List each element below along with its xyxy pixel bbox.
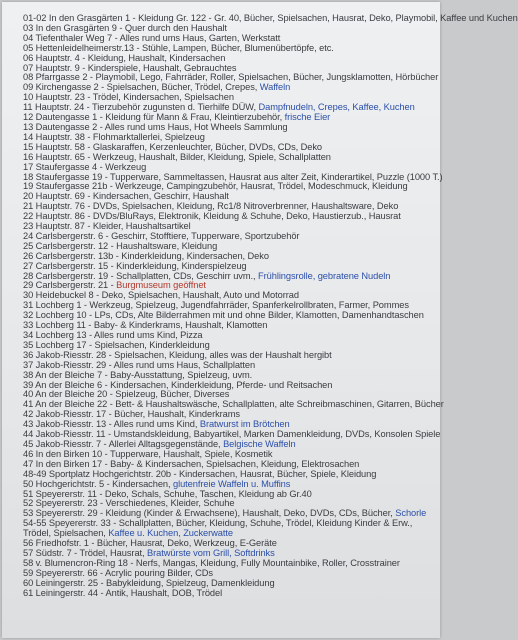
stand-entry-text: 53 Speyererstr. 29 - Kleidung (Kinder & Erwachsene), Haushalt, Deko, DVDs, CDs, Bücher, (23, 508, 396, 519)
stand-entry-text: 12 Dautengasse 1 - Kleidung für Mann & Frau, Kleintierzubehör, (23, 112, 285, 123)
stand-entry-text: 60 Leiningerstr. 25 - Babykleidung, Spielzeug, Damenkleidung (23, 577, 275, 588)
stand-entry-text: 07 Hauptstr. 9 - Kinderspiele, Haushalt, Gebrauchtes (23, 62, 237, 73)
stand-entry-text: 44 Jakob-Riesstr. 11 - Umstandskleidung, Babyartikel, Marken Damenkleidung, DVDs, Konsolen Spiele (23, 429, 441, 440)
stand-entry-text: 29 Carlsbergerstr. 21 - (23, 280, 117, 291)
stand-entry-text: 57 Südstr. 7 - Trödel, Hausrat, (23, 547, 148, 558)
flea-market-stand-list (23, 13, 518, 598)
stand-entry-text: 27 Carlsbergerstr. 15 - Kinderkleidung, Kinderspielzeug (23, 260, 247, 271)
stand-entry (23, 589, 437, 599)
stand-entry-highlight: Frühlingsrolle, gebratene Nudeln (258, 270, 391, 281)
stand-entry-text: 39 An der Bleiche 6 - Kindersachen, Kinderkleidung, Pferde- und Reitsachen (23, 379, 333, 390)
stand-entry-highlight: Schorle (395, 508, 427, 519)
stand-entry-highlight: frische Eier (284, 112, 331, 123)
stand-entry-text: 43 Jakob-Riesstr. 13 - Alles rund ums Kind, (23, 419, 200, 430)
stand-entry-text: 16 Hauptstr. 65 - Werkzeug, Haushalt, Bilder, Kleidung, Spiele, Schallplatten (23, 151, 331, 162)
stand-entry-text: 31 Lochberg 1 - Werkzeug, Spielzeug, Jugendfahrräder, Spanferkelrollbraten, Farmer, Pommes (23, 300, 409, 311)
stand-entry-text: 61 Leiningerstr. 44 - Antik, Haushalt, DOB, Trödel (23, 587, 223, 598)
stand-entry-text: 58 v. Blumencron-Ring 18 - Nerfs, Mangas, Kleidung, Fully Mountainbike, Roller, Crosstrainer (23, 557, 400, 568)
stand-entry-highlight: glutenfreie Waffeln u. Muffins (173, 478, 291, 489)
stand-entry-text: 01-02 In den Grasgärten 1 - Kleidung Gr. 122 - Gr. 40, Bücher, Spielsachen, Hausrat, Deko, Playmobil, Kaffee und Kuchen (23, 13, 518, 23)
stand-entry-highlight: Burgmuseum geöffnet (116, 280, 206, 291)
stand-entry-text: 52 Speyererstr. 23 - Verschiedenes, Kleider, Schuhe (23, 498, 235, 509)
stand-entry-text: 59 Speyererstr. 66 - Acrylic pouring Bilder, CDs (23, 567, 213, 578)
stand-entry-text: 20 Hauptstr. 69 - Kindersachen, Geschirr, Haushalt (23, 191, 229, 202)
stand-entry-highlight: Bratwurst im Brötchen (199, 419, 290, 430)
stand-entry-text: 36 Jakob-Riesstr. 28 - Spielsachen, Kleidung, alles was der Haushalt hergibt (23, 349, 332, 360)
stand-entry-text: 04 Tiefenthaler Weg 7 - Alles rund ums Haus, Garten, Werkstatt (23, 32, 281, 43)
stand-entry-text: 11 Hauptstr. 24 - Tierzubehör zugunsten d. Tierhilfe DÜW, (23, 102, 259, 113)
stand-entry-text: 54-55 Speyererstr. 33 - Schallplatten, Bücher, Kleidung, Schuhe, Trödel, Kleidung Kinder & Erw., Trödel, Spielsachen, (23, 518, 413, 539)
stand-entry-text: 30 Heidebuckel 8 - Deko, Spielsachen, Haushalt, Auto und Motorrad (23, 290, 299, 301)
stand-entry-text: 38 An der Bleiche 7 - Baby-Ausstattung, Spielzeug, uvm. (23, 369, 253, 380)
stand-entry-text: 42 Jakob-Riesstr. 17 - Bücher, Haushalt, Kinderkrams (23, 409, 241, 420)
stand-entry-text: 56 Friedhofstr. 1 - Bücher, Hausrat, Deko, Werkzeug, E-Geräte (23, 538, 277, 549)
stand-entry (23, 519, 437, 539)
stand-entry-text: 22 Hauptstr. 86 - DVDs/BluRays, Elektronik, Kleidung & Schuhe, Deko, Haustierzub., Hausrat (23, 211, 401, 222)
stand-entry-text: 24 Carlsbergerstr. 6 - Geschirr, Stofftiere, Tupperware, Sportzubehör (23, 230, 300, 241)
stand-entry-text: 08 Pfarrgasse 2 - Playmobil, Lego, Fahrräder, Roller, Spielsachen, Bücher, Jungsklamotten, Hörbücher (23, 72, 439, 83)
stand-entry-text: 17 Staufergasse 4 - Werkzeug (23, 161, 147, 172)
stand-entry-text: 05 Hettenleidelheimerstr.13 - Stühle, Lampen, Bücher, Blumenübertöpfe, etc. (23, 42, 334, 53)
flyer-sheet (2, 2, 518, 638)
stand-entry-text: 33 Lochberg 11 - Baby- & Kinderkrams, Haushalt, Klamotten (23, 320, 268, 331)
stand-entry-text: 51 Speyererstr. 11 - Deko, Schals, Schuhe, Taschen, Kleidung ab Gr.40 (23, 488, 312, 499)
stand-entry-text: 13 Dautengasse 2 - Alles rund ums Haus, Hot Wheels Sammlung (23, 121, 288, 132)
stand-entry-text: 25 Carlsbergerstr. 12 - Haushaltsware, Kleidung (23, 240, 218, 251)
stand-entry-text: 03 In den Grasgärten 9 - Quer durch den Haushalt (23, 22, 227, 33)
stand-entry-text: 50 Hochgerichtstr. 5 - Kindersachen, (23, 478, 174, 489)
stand-entry-highlight: Belgische Waffeln (223, 438, 296, 449)
stand-entry-text: 18 Staufergasse 19 - Tupperware, Sammeltassen, Hausrat aus alter Zeit, Kinderartikel, Puzzle (1000 T.) (23, 171, 443, 182)
stand-entry-text: 40 An der Bleiche 20 - Spielzeug, Bücher, Diverses (23, 389, 230, 400)
stand-entry-text: 37 Jakob-Riesstr. 29 - Alles rund ums Haus, Schallplatten (23, 359, 256, 370)
stand-entry-text: 32 Lochberg 10 - LPs, CDs, Alte Bilderrahmen mit und ohne Bilder, Klamotten, Damenhandtaschen (23, 310, 424, 321)
stand-entry-text: 23 Hauptstr. 87 - Kleider, Haushaltsartikel (23, 221, 191, 232)
stand-entry-text: 10 Hauptstr. 23 - Trödel, Kindersachen, Spielsachen (23, 92, 234, 103)
stand-entry-text: 45 Jakob-Riesstr. 7 - Allerlei Alltagsgegenstände, (23, 438, 224, 449)
stand-entry-highlight: Bratwürste vom Grill, Softdrinks (147, 547, 275, 558)
stand-entry-text: 15 Hauptstr. 58 - Glaskaraffen, Kerzenleuchter, Bücher, DVDs, CDs, Deko (23, 141, 323, 152)
stand-entry-text: 19 Staufergasse 21b - Werkzeuge, Campingzubehör, Hausrat, Trödel, Modeschmuck, Kleidung (23, 181, 408, 192)
stand-entry-text: 47 In den Birken 17 - Baby- & Kindersachen, Spielsachen, Kleidung, Elektrosachen (23, 458, 360, 469)
stand-entry-text: 21 Hauptstr. 76 - DVDs, Spielsachen, Kleidung, Rc1/8 Nitroverbrenner, Haushaltsware, Deko (23, 201, 399, 212)
stand-entry-text: 46 In den Birken 10 - Tupperware, Haushalt, Spiele, Kosmetik (23, 448, 273, 459)
stand-entry-text: 41 An der Bleiche 22 - Bett- & Haushaltswäsche, Schallplatten, alte Schreibmaschinen, Gitarren, Bücher (23, 399, 444, 410)
stand-entry-text: 06 Hauptstr. 4 - Kleidung, Haushalt, Kindersachen (23, 52, 226, 63)
stand-entry-text: 34 Lochberg 13 - Alles rund ums Kind, Pizza (23, 330, 203, 340)
stand-entry-highlight: Waffeln (259, 82, 291, 93)
stand-entry-text: 09 Kirchengasse 2 - Spielsachen, Bücher, Trödel, Crepes, (23, 82, 260, 93)
stand-entry-highlight: Kaffee u. Kuchen, Zuckerwatte (108, 528, 233, 539)
stand-entry-text: 26 Carlsbergerstr. 13b - Kinderkleidung, Kindersachen, Deko (23, 250, 269, 261)
stand-entry-highlight: Dampfnudeln, Crepes, Kaffee, Kuchen (258, 102, 415, 113)
stand-entry-text: 35 Lochberg 17 - Spielsachen, Kinderkleidung (23, 339, 210, 350)
stand-entry-text: 28 Carlsbergerstr. 19 - Schallplatten, CDs, Geschirr uvm., (23, 270, 259, 281)
stand-entry-text: 14 Hauptstr. 38 - Flohmarktallerlei, Spielzeug (23, 131, 205, 142)
stand-entry-text: 48-49 Sportplatz Hochgerichtstr. 20b - Kindersachen, Hausrat, Bücher, Spiele, Kleidung (23, 468, 377, 479)
